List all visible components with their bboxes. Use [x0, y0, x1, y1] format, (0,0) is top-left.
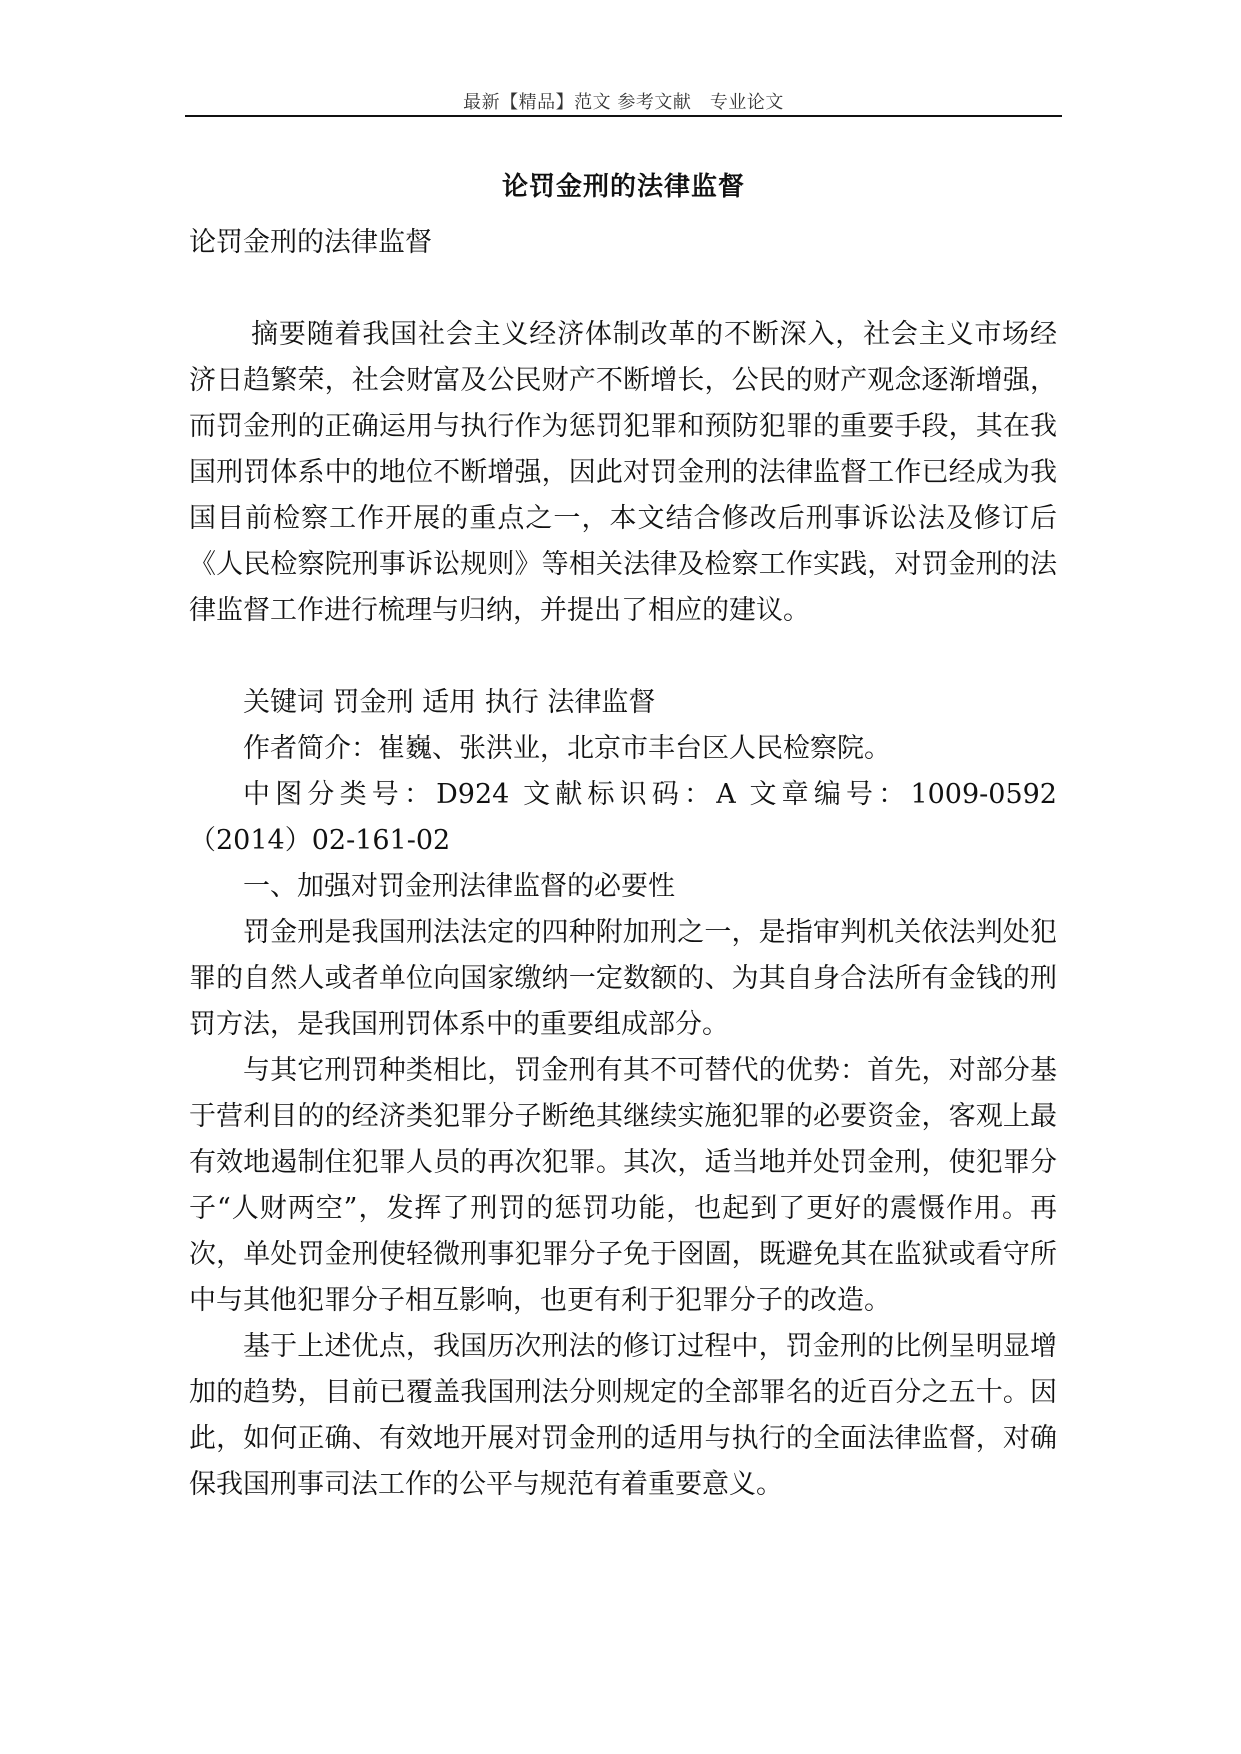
body-paragraph: 与其它刑罚种类相比，罚金刑有其不可替代的优势：首先，对部分基于营利目的的经济类犯罪分子断绝其继续实施犯罪的必要资金，客观上最有效地遏制住犯罪人员的再次犯罪。其次，适当地并处罚金刑，使犯罪分子“人财两空”，发挥了刑罚的惩罚功能，也起到了更好的震慑作用。再次，单处罚金刑使轻微刑事犯罪分子免于囹圄，既避免其在监狱或看守所中与其他犯罪分子相互影响，也更有利于犯罪分子的改造。 — [189, 1055, 1057, 1316]
classification-line: 中图分类号：D924 文献标识码：A 文章编号：1009-0592（2014）02-161-02 — [189, 779, 1057, 856]
abstract-paragraph: 摘要随着我国社会主义经济体制改革的不断深入，社会主义市场经济日趋繁荣，社会财富及公民财产不断增长，公民的财产观念逐渐增强，而罚金刑的正确运用与执行作为惩罚犯罪和预防犯罪的重要手段，其在我国刑罚体系中的地位不断增强，因此对罚金刑的法律监督工作已经成为我国目前检察工作开展的重点之一，本文结合修改后刑事诉讼法及修订后《人民检察院刑事诉讼规则》等相关法律及检察工作实践，对罚金刑的法律监督工作进行梳理与归纳，并提出了相应的建议。 — [189, 319, 1057, 626]
section-heading: 一、加强对罚金刑法律监督的必要性 — [243, 871, 675, 902]
header-rule — [185, 115, 1062, 117]
author-info: 作者简介：崔巍、张洪业，北京市丰台区人民检察院。 — [243, 733, 891, 764]
body-paragraph: 基于上述优点，我国历次刑法的修订过程中，罚金刑的比例呈明显增加的趋势，目前已覆盖我国刑法分则规定的全部罪名的近百分之五十。因此，如何正确、有效地开展对罚金刑的适用与执行的全面法律监督，对确保我国刑事司法工作的公平与规范有着重要意义。 — [189, 1331, 1057, 1500]
keywords-line: 关键词 罚金刑 适用 执行 法律监督 — [243, 687, 656, 718]
document-subtitle: 论罚金刑的法律监督 — [189, 227, 432, 258]
document-body — [189, 220, 1057, 1508]
document-title: 论罚金刑的法律监督 — [501, 172, 745, 202]
body-paragraph: 罚金刑是我国刑法法定的四种附加刑之一，是指审判机关依法判处犯罪的自然人或者单位向国家缴纳一定数额的、为其自身合法所有金钱的刑罚方法，是我国刑罚体系中的重要组成部分。 — [189, 917, 1057, 1040]
running-header: 最新【精品】范文 参考文献 专业论文 — [463, 92, 784, 113]
